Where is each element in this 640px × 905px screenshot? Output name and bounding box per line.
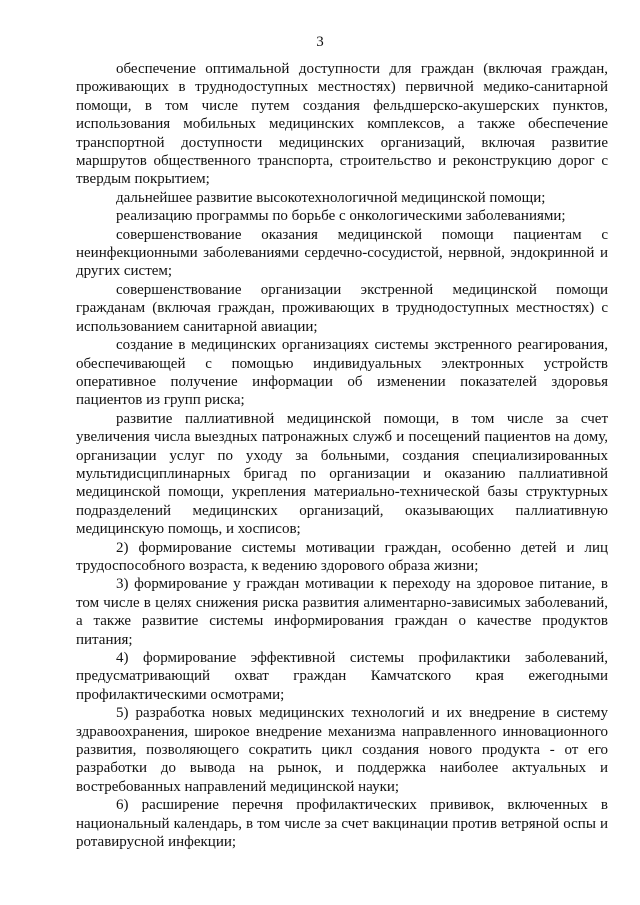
paragraph: 5) разработка новых медицинских технологий и их внедрение в систему здравоохранения, широкое внедрение механизма направленного инновационного развития, позволяющего сократить цикл создания нового продукта - от его разработки до вывода на рынок, и поддержка наиболее актуальных и востребованных направлений медицинской науки; xyxy=(76,705,608,795)
paragraph: дальнейшее развитие высокотехнологичной медицинской помощи; xyxy=(116,189,546,206)
paragraph: 4) формирование эффективной системы профилактики заболеваний, предусматривающий охват граждан Камчатского края ежегодными профилактическими осмотрами; xyxy=(76,650,608,703)
paragraph: реализацию программы по борьбе с онкологическими заболеваниями; xyxy=(116,208,566,225)
paragraph: обеспечение оптимальной доступности для граждан (включая граждан, проживающих в труднодоступных местностях) первичной медико-санитарной помощи, в том числе путем создания фельдшерско-акушерских пунктов, использования мобильных медицинских комплексов, а также обеспечение транспортной доступности медицинских организаций, включая развитие маршрутов общественного транспорта, строительство и реконструкцию дорог с твердым покрытием; xyxy=(76,61,608,188)
paragraph: совершенствование организации экстренной медицинской помощи гражданам (включая граждан, проживающих в труднодоступных местностях) с использованием санитарной авиации; xyxy=(76,281,608,335)
paragraph: 6) расширение перечня профилактических прививок, включенных в национальный календарь, в том числе за счет вакцинации против ветряной оспы и ротавирусной инфекции; xyxy=(76,797,608,851)
document-body xyxy=(76,60,608,851)
page-number: 3 xyxy=(316,34,324,50)
paragraph: 2) формирование системы мотивации граждан, особенно детей и лиц трудоспособного возраста, к ведению здорового образа жизни; xyxy=(76,539,608,574)
paragraph: совершенствование оказания медицинской помощи пациентам с неинфекционными заболеваниями сердечно-сосудистой, нервной, эндокринной и других систем; xyxy=(76,226,608,280)
paragraph: 3) формирование у граждан мотивации к переходу на здоровое питание, в том числе в целях снижения риска развития алиментарно-зависимых заболеваний, а также развитие системы информирования граждан о качестве продуктов питания; xyxy=(76,576,608,648)
paragraph: развитие паллиативной медицинской помощи, в том числе за счет увеличения числа выездных патронажных служб и посещений пациентов на дому, организации услуг по уходу за больными, создания специализированных мультидисциплинарных бригад по организации и оказанию паллиативной медицинской помощи, укрепления материально-технической базы структурных подразделений медицинских организаций, оказывающих паллиативную медицинскую помощь, и хосписов; xyxy=(76,410,608,538)
paragraph: создание в медицинских организациях системы экстренного реагирования, обеспечивающей с помощью индивидуальных электронных устройств оперативное получение информации об изменении показателей здоровья пациентов из групп риска; xyxy=(76,337,608,409)
